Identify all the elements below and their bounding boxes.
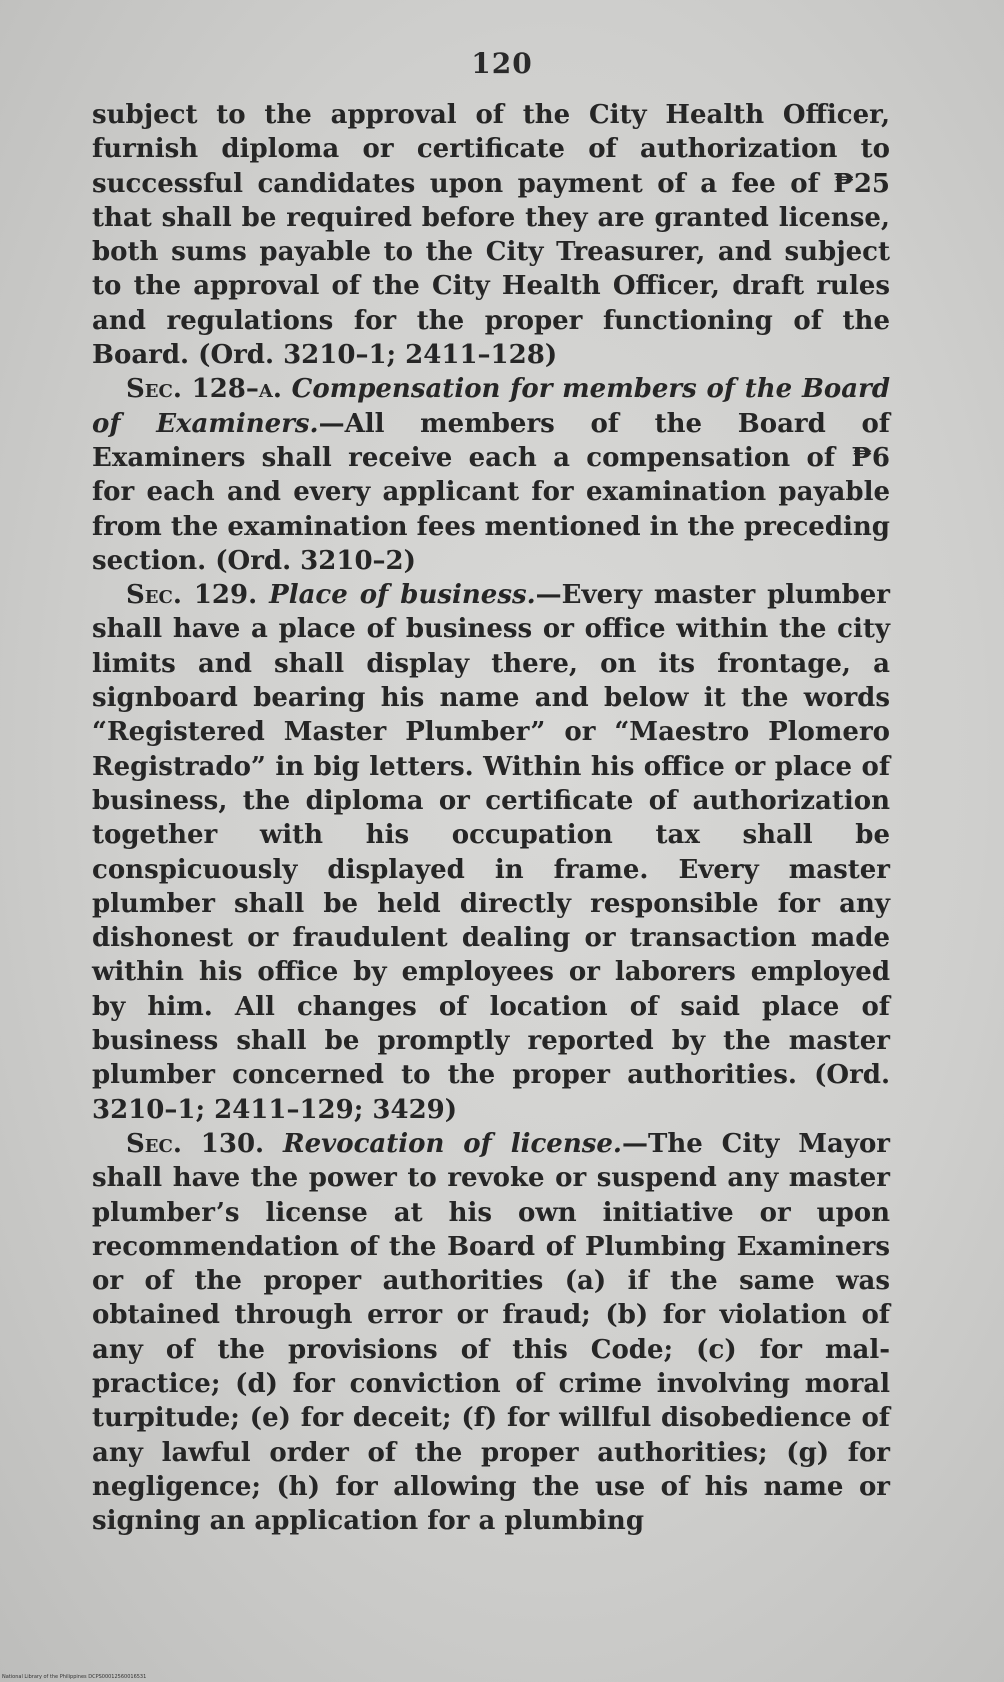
page-number: 120 [471,47,533,80]
section-129 [92,578,890,1127]
section-label: Sec. 129. [126,580,258,611]
section-128a [92,372,890,578]
section-body: —The City Mayor shall have the power to revoke or suspend any master plumber’s license at his own initiative or upon recommendation of the Board of Plumbing Examiners or of the proper authorities (a) if the same was obtained through error or fraud; (b) for violation of any of the provisions of this Code; (c) for mal-practice; (d) for conviction of crime involving moral turpitude; (e) for deceit; (f) for willful disobedience of any lawful order of the proper authorities; (g) for negligence; (h) for allowing the use of his name or signing an application for a plumbing [92,1128,890,1537]
section-label: Sec. 128–a. [126,374,282,405]
scan-credit: National Library of the Philippines DCPS00012560016531 [2,1674,147,1680]
section-title: Place of business. [269,580,536,611]
body-text [92,98,890,1538]
section-130 [92,1127,890,1539]
section-label: Sec. 130. [126,1128,265,1159]
section-body: —All members of the Board of Examiners shall receive each a compensation of ₱6 for each and every applicant for examination payable from the examination fees mentioned in the preceding section. (Ord. 3210–2) [92,408,890,576]
section-body: —Every master plumber shall have a place of business or office within the city limits and shall display there, on its frontage, a signboard bearing his name and below it the words “Registered Master Plumber” or “Maestro Plomero Registrado” in big letters. Within his office or place of business, the diploma or certificate of authorization together with his occupation tax shall be conspicuously displayed in frame. Every master plumber shall be held directly responsible for any dishonest or fraudulent dealing or transaction made within his office by employees or laborers employed by him. All changes of location of said place of business shall be promptly reported by the master plumber concerned to the proper authorities. (Ord. 3210–1; 2411–129; 3429) [92,580,891,1125]
paragraph-continuation: subject to the approval of the City Health Officer, furnish diploma or certificate of authorization to successful candidates upon payment of a fee of ₱25 that shall be required before they are granted license, both sums payable to the City Treasurer, and subject to the approval of the City Health Officer, draft rules and regulations for the proper functioning of the Board. (Ord. 3210–1; 2411–128) [92,100,890,371]
section-title: Revocation of license. [282,1128,622,1159]
section-title: Compensation for members of the Board of Examiners. [92,374,890,439]
